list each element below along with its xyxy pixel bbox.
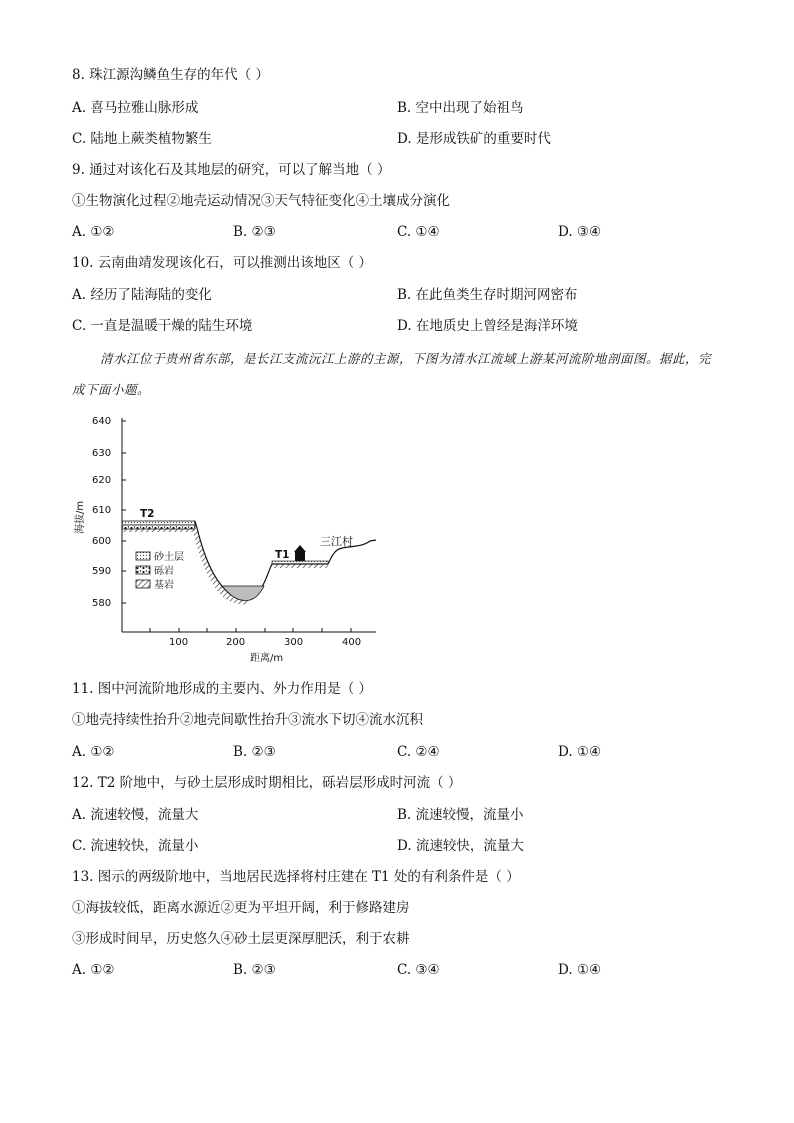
q10-option-d: D. 在地质史上曾经是海洋环境 [397,318,578,334]
q12-option-a: A. 流速较慢，流量大 [72,807,199,823]
q9-option-c: C. ①④ [397,224,440,240]
y-tick-label: 580 [92,598,112,609]
q13-option-a: A. ①② [72,962,115,978]
legend-gravel-label: 砾岩 [154,566,174,577]
river-terrace-profile-figure [70,410,390,668]
x-axis-title: 距离/m [250,653,284,664]
q10-stem: 10. 云南曲靖发现该化石，可以推测出该地区（ ） [72,255,373,271]
q9-option-d: D. ③④ [558,224,602,240]
legend-sand-swatch [136,552,150,560]
x-tick-label: 200 [226,637,246,648]
q11-option-d: D. ①④ [558,744,602,760]
q11-option-b: B. ②③ [233,744,276,760]
t1-sand-layer [272,561,328,564]
q11-option-c: C. ②④ [397,744,440,760]
x-ticks [150,628,351,632]
t1-label: T1 [275,549,290,561]
y-tick-label: 610 [92,505,112,516]
q9-items: ①生物演化过程②地壳运动情况③天气特征变化④土壤成分演化 [72,193,450,209]
y-tick-label: 640 [92,416,112,427]
q12-option-d: D. 流速较快，流量大 [397,838,524,854]
q8-stem: 8. 珠江源沟鳞鱼生存的年代（ ） [72,67,269,83]
q10-option-b: B. 在此鱼类生存时期河网密布 [397,287,578,303]
q8-option-b: B. 空中出现了始祖鸟 [397,100,524,116]
village-label: 三江村 [320,535,353,548]
q12-option-b: B. 流速较慢，流量小 [397,807,524,823]
y-tick-label: 600 [92,536,112,547]
y-tick-label: 620 [92,475,112,486]
q10-option-c: C. 一直是温暖干燥的陆生环境 [72,318,253,334]
reading-passage: 清水江位于贵州省东部，是长江支流沅江上游的主源，下图为清水江流域上游某河流阶地剖面图。据此，完成下面小题。 [72,351,712,397]
x-tick-label: 300 [284,637,304,648]
x-tick-label: 400 [342,637,362,648]
q13-option-b: B. ②③ [233,962,276,978]
y-tick-label: 590 [92,566,112,577]
q13-items-1: ①海拔较低，距离水源近②更为平坦开阔，利于修路建房 [72,900,410,916]
q12-stem: 12. T2 阶地中，与砂土层形成时期相比，砾岩层形成时河流（ ） [72,775,462,791]
q11-stem: 11. 图中河流阶地形成的主要内、外力作用是（ ） [72,681,373,697]
q8-option-d: D. 是形成铁矿的重要时代 [397,131,551,147]
q11-option-a: A. ①② [72,744,115,760]
t1-bedrock [272,564,328,568]
q8-option-a: A. 喜马拉雅山脉形成 [72,100,199,116]
legend-bedrock-swatch [136,580,150,588]
q13-items-2: ③形成时间早，历史悠久④砂土层更深厚肥沃，利于农耕 [72,931,410,947]
t2-gravel-layer [122,525,195,529]
legend-sand-label: 砂土层 [154,552,184,563]
q9-option-b: B. ②③ [233,224,276,240]
house-icon [294,545,306,561]
y-ticks [122,421,126,603]
q8-option-c: C. 陆地上蕨类植物繁生 [72,131,212,147]
q11-items: ①地壳持续性抬升②地壳间歇性抬升③流水下切④流水沉积 [72,712,423,728]
legend-bedrock-label: 基岩 [154,580,174,591]
x-tick-label: 100 [169,637,189,648]
q13-stem: 13. 图示的两级阶地中，当地居民选择将村庄建在 T1 处的有利条件是（ ） [72,869,520,885]
t2-label: T2 [140,508,155,520]
q13-option-d: D. ①④ [558,962,602,978]
legend-gravel-swatch [136,566,150,574]
y-tick-label: 630 [92,448,112,459]
q9-option-a: A. ①② [72,224,115,240]
t2-sand-layer [122,521,195,525]
t2-bedrock [122,529,195,532]
q10-option-a: A. 经历了陆海陆的变化 [72,287,212,303]
y-axis-title: 海拔/m [75,500,86,534]
q9-stem: 9. 通过对该化石及其地层的研究，可以了解当地（ ） [72,162,391,178]
q13-option-c: C. ③④ [397,962,440,978]
q12-option-c: C. 流速较快，流量小 [72,838,199,854]
